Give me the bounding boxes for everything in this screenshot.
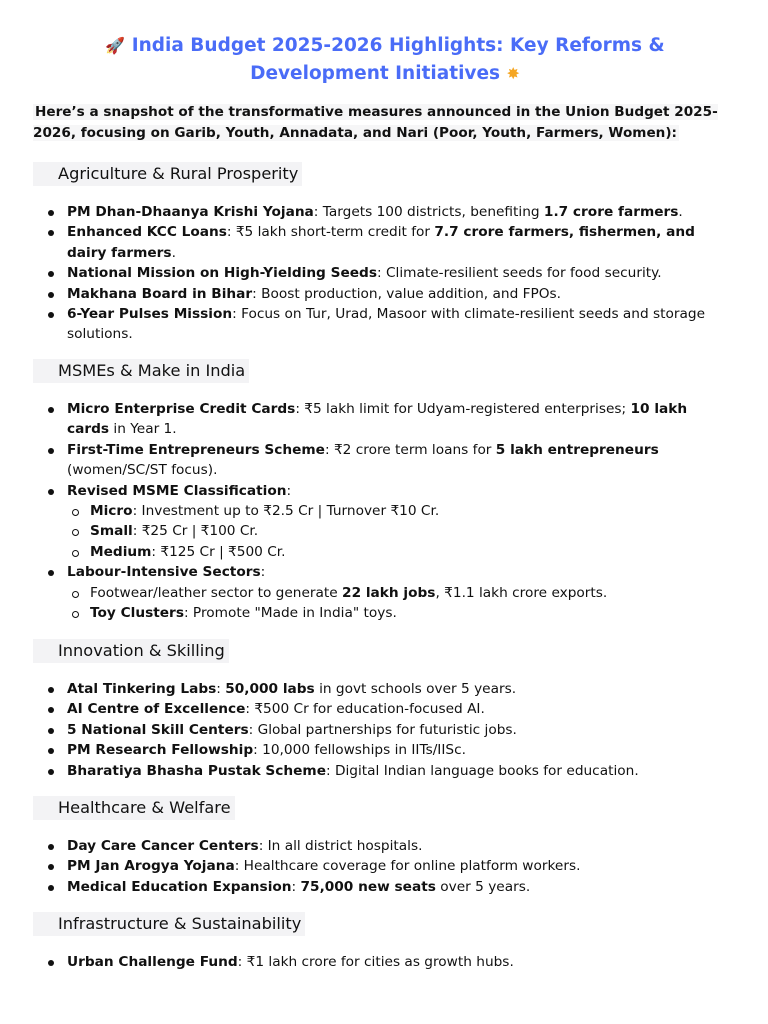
item-text: .	[678, 204, 683, 220]
item-label: PM Research Fellowship	[67, 742, 254, 759]
item-text: : Digital Indian language books for education.	[325, 762, 639, 779]
item-text: , ₹1.1 lakh crore exports.	[435, 584, 608, 601]
list-item	[44, 284, 714, 304]
list-item	[44, 836, 714, 856]
sub-list-item	[67, 501, 714, 521]
item-label: 6-Year Pulses Mission	[67, 306, 233, 323]
list-item	[44, 562, 714, 623]
item-label: Atal Tinkering Labs	[67, 681, 217, 697]
intro-text: Here’s a snapshot of the transformative measures announced in the Union Budget 2025-2026, focusing on Garib, Youth, Annadata, and Nari (Poor, Youth, Farmers, Women):	[33, 104, 718, 141]
list-item	[44, 856, 714, 876]
item-text: .	[171, 244, 176, 261]
item-label: Micro Enterprise Credit Cards	[67, 401, 296, 417]
section-list-innovation	[44, 679, 714, 781]
item-label: 5 National Skill Centers	[67, 721, 249, 738]
item-label: Revised MSME Classification	[67, 482, 287, 499]
sub-list-item	[67, 521, 714, 541]
list-item	[44, 699, 714, 719]
sub-list	[67, 501, 714, 562]
item-text: : Investment up to ₹2.5 Cr | Turnover ₹10 Cr.	[132, 503, 440, 520]
item-label: Toy Clusters	[90, 605, 184, 622]
list-item	[44, 720, 714, 740]
section-heading-innovation: Innovation & Skilling	[33, 639, 229, 663]
item-label: 75,000 new seats	[300, 878, 436, 895]
item-text: : ₹5 lakh limit for Udyam-registered enterprises;	[295, 401, 631, 417]
list-item	[44, 399, 714, 440]
sub-list-item	[67, 603, 714, 623]
list-item	[44, 679, 714, 699]
title-text: India Budget 2025-2026 Highlights: Key Reforms & Development Initiatives	[131, 35, 665, 84]
item-text: :	[260, 564, 266, 581]
section-list-msme	[44, 399, 714, 623]
item-label: 22 lakh jobs	[342, 584, 436, 601]
item-label: 5 lakh entrepreneurs	[495, 441, 659, 458]
section-heading-agriculture: Agriculture & Rural Prosperity	[33, 162, 302, 186]
item-label: Day Care Cancer Centers	[67, 838, 259, 854]
item-label: Urban Challenge Fund	[67, 954, 238, 970]
item-text: : ₹1 lakh crore for cities as growth hubs.	[237, 954, 514, 970]
item-text: :	[216, 681, 226, 697]
item-text: :	[291, 878, 301, 895]
item-label: 50,000 labs	[225, 681, 315, 697]
item-text: : ₹25 Cr | ₹100 Cr.	[132, 523, 259, 540]
item-label: Bharatiya Bhasha Pustak Scheme	[67, 762, 326, 779]
item-text: over 5 years.	[435, 878, 531, 895]
section-heading-msme: MSMEs & Make in India	[33, 359, 249, 383]
section-heading-healthcare: Healthcare & Welfare	[33, 796, 235, 820]
item-label: Medical Education Expansion	[67, 878, 292, 895]
item-label: Micro	[90, 503, 133, 520]
item-label: Enhanced KCC Loans	[67, 224, 227, 241]
item-text: : ₹2 crore term loans for	[324, 441, 496, 458]
section-list-agriculture	[44, 202, 714, 345]
item-text: : Healthcare coverage for online platform workers.	[234, 858, 581, 875]
item-text: :	[286, 482, 292, 499]
item-label: PM Dhan-Dhaanya Krishi Yojana	[67, 204, 314, 220]
item-label: PM Jan Arogya Yojana	[67, 858, 235, 875]
item-text: : Climate-resilient seeds for food security.	[377, 265, 662, 282]
item-text: : ₹125 Cr | ₹500 Cr.	[151, 543, 286, 560]
section-heading-infrastructure: Infrastructure & Sustainability	[33, 912, 305, 936]
rocket-icon: 🚀	[105, 36, 126, 55]
sub-list-item	[67, 542, 714, 562]
list-item	[44, 481, 714, 563]
item-label: 1.7 crore farmers	[543, 204, 679, 220]
list-item	[44, 740, 714, 760]
item-text: : Targets 100 districts, benefiting	[313, 204, 544, 220]
item-label: Labour-Intensive Sectors	[67, 564, 261, 581]
item-text: : Promote "Made in India" toys.	[183, 605, 397, 622]
item-text: : In all district hospitals.	[258, 838, 423, 854]
item-label: Medium	[90, 543, 152, 560]
item-text: : ₹500 Cr for education-focused AI.	[245, 701, 485, 718]
item-text: Footwear/leather sector to generate	[90, 584, 343, 601]
list-item	[44, 952, 714, 972]
item-text: in Year 1.	[109, 421, 177, 438]
list-item	[44, 304, 714, 345]
list-item	[44, 202, 714, 222]
item-text: : 10,000 fellowships in IITs/IISc.	[253, 742, 466, 759]
item-label: Small	[90, 523, 133, 540]
item-text: : Global partnerships for futuristic jobs.	[248, 721, 517, 738]
list-item	[44, 222, 714, 263]
sub-list-item	[67, 583, 714, 603]
item-label: National Mission on High-Yielding Seeds	[67, 265, 377, 282]
section-list-healthcare	[44, 836, 714, 897]
list-item	[44, 263, 714, 283]
sub-list	[67, 583, 714, 624]
list-item	[44, 440, 714, 481]
item-label: 7.7 crore farmers, fishermen, and dairy farmers	[67, 224, 695, 261]
item-label: AI Centre of Excellence	[67, 701, 246, 718]
sparkle-icon: ✸	[506, 64, 520, 83]
intro-paragraph	[33, 102, 723, 144]
item-label: 10 lakh cards	[67, 401, 688, 438]
item-text: : ₹5 lakh short-term credit for	[226, 224, 435, 241]
item-text: in govt schools over 5 years.	[314, 681, 517, 697]
item-text: (women/SC/ST focus).	[67, 462, 218, 479]
list-item	[44, 877, 714, 897]
item-text: : Focus on Tur, Urad, Masoor with climate-resilient seeds and storage solutions.	[67, 306, 706, 343]
item-text: : Boost production, value addition, and FPOs.	[252, 285, 561, 302]
page-title	[40, 32, 730, 88]
item-label: First-Time Entrepreneurs Scheme	[67, 441, 325, 458]
list-item	[44, 761, 714, 781]
section-list-infrastructure	[44, 952, 714, 972]
item-label: Makhana Board in Bihar	[67, 285, 253, 302]
